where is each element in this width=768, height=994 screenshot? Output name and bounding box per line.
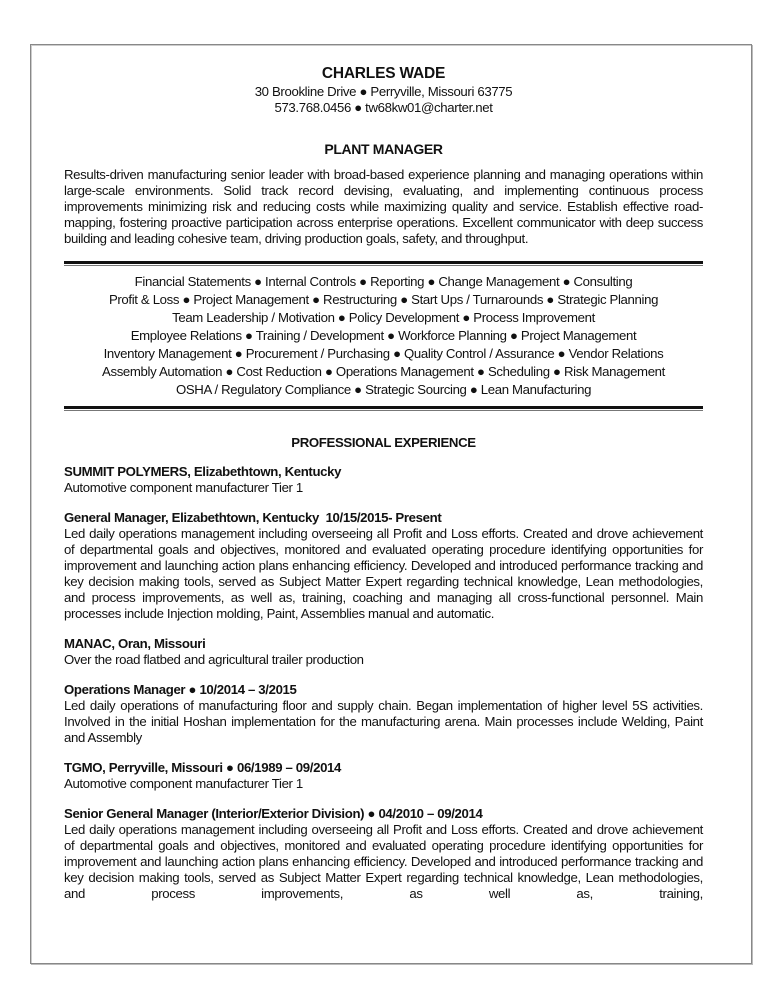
- keyword-line: Team Leadership / Motivation ● Policy Development ● Process Improvement: [172, 310, 595, 325]
- employer-manac: [64, 636, 703, 668]
- section-heading: PROFESSIONAL EXPERIENCE: [291, 435, 476, 450]
- role-title: General Manager, Elizabethtown, Kentucky 10/15/2015- Present: [64, 510, 442, 525]
- resume: [64, 64, 703, 902]
- employer-summit: [64, 464, 703, 496]
- divider: [64, 406, 703, 411]
- role-manac: [64, 682, 703, 746]
- company-desc: Automotive component manufacturer Tier 1: [64, 776, 303, 791]
- keyword-line: Assembly Automation ● Cost Reduction ● Operations Management ● Scheduling ● Risk Management: [102, 364, 665, 379]
- summary: Results-driven manufacturing senior leader with broad-based experience planning and managing operations within large-scale environments. Solid track record devising, evaluating, and implementing continuous process improvements minimizing risk and reducing costs while maximizing quality and service. Establish effective road-mapping, fostering proactive participation across enterprise operations. Excellent communicator with deep success building and leading cohesive team, driving production goals, safety, and throughput.: [64, 167, 703, 246]
- role-tgmo: [64, 806, 703, 902]
- role-desc: Led daily operations management including overseeing all Profit and Loss efforts. Created and drove achievement of departmental goals and objectives, monitored and evaluated operating procedure identifying opportunities for improvement and launching action plans enhancing efficiency. Developed and introduced performance tracking and key decision making tools, served as Subject Matter Expert regarding technical knowledge, Lean methodologies, and process improvements, as well as, training,: [64, 822, 703, 901]
- role-desc: Led daily operations of manufacturing floor and supply chain. Began implementation of higher level 5S activities. Involved in the initial Hoshan implementation for the manufacturing arena. Main processes include Welding, Paint and Assembly: [64, 698, 703, 745]
- company-desc: Over the road flatbed and agricultural trailer production: [64, 652, 364, 667]
- keyword-line: Financial Statements ● Internal Controls ● Reporting ● Change Management ● Consulting: [134, 274, 633, 289]
- divider: [64, 261, 703, 266]
- role-title: Senior General Manager (Interior/Exterior Division) ● 04/2010 – 09/2014: [64, 806, 483, 821]
- employer-tgmo: [64, 760, 703, 792]
- keyword-line: Profit & Loss ● Project Management ● Restructuring ● Start Ups / Turnarounds ● Strategic Planning: [108, 292, 659, 307]
- company: MANAC, Oran, Missouri: [64, 636, 206, 651]
- company: TGMO, Perryville, Missouri ● 06/1989 – 09/2014: [64, 760, 342, 775]
- company: SUMMIT POLYMERS, Elizabethtown, Kentucky: [64, 464, 342, 479]
- keyword-line: Employee Relations ● Training / Development ● Workforce Planning ● Project Management: [130, 328, 637, 343]
- contact-info: 573.768.0456 ● tw68kw01@charter.net: [274, 100, 493, 115]
- keyword-line: Inventory Management ● Procurement / Purchasing ● Quality Control / Assurance ● Vendor Relations: [103, 346, 664, 361]
- keyword-line: OSHA / Regulatory Compliance ● Strategic Sourcing ● Lean Manufacturing: [175, 382, 592, 397]
- job-title: PLANT MANAGER: [324, 141, 443, 157]
- company-desc: Automotive component manufacturer Tier 1: [64, 480, 303, 495]
- role-title: Operations Manager ● 10/2014 – 3/2015: [64, 682, 297, 697]
- role-summit: [64, 510, 703, 622]
- address: 30 Brookline Drive ● Perryville, Missouri 63775: [254, 84, 513, 99]
- candidate-name: CHARLES WADE: [321, 65, 446, 82]
- role-desc: Led daily operations management including overseeing all Profit and Loss efforts. Created and drove achievement of departmental goals and objectives, monitored and evaluated operating procedure identifying opportunities for improvement and launching action plans enhancing efficiency. Developed and introduced performance tracking and key decision making tools, served as Subject Matter Expert regarding technical knowledge, Lean methodologies, and process improvements, as well as, training, coaching and managing all cross-functional personnel. Main processes include Injection molding, Paint, Assemblies manual and automatic.: [64, 526, 703, 621]
- keywords: [64, 273, 703, 399]
